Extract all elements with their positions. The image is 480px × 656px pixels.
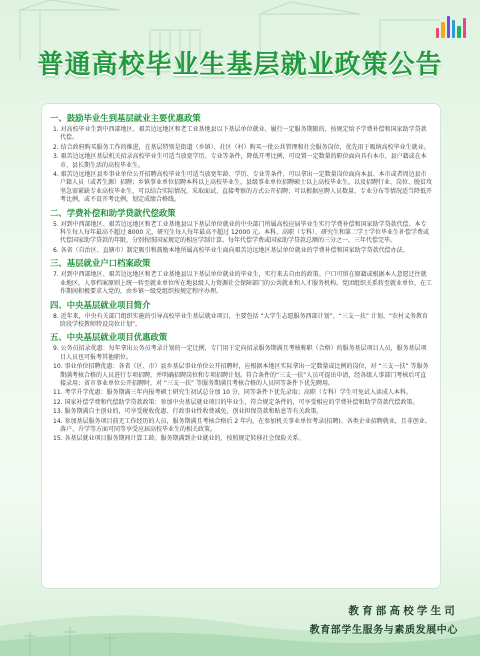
policy-item: 2. 结合政府购买服务工作的推进，在基层特别是街道（乡镇）、社区（村）购买一批公共管理和社会服务岗位，优先用于吸纳高校毕业生就业。 xyxy=(53,143,430,151)
policy-item: 14. 参加基层服务项目前无工作经历的人员，服务期满且考核合格后 2 年内，在参加机关事业单位考录(招聘)、各类企业招聘就业，且非创业、落户、升学等方面可同等享受应届高校毕业生的相关政策。 xyxy=(53,417,431,433)
page-title: 普通高校毕业生基层就业政策公告 xyxy=(37,50,443,80)
policy-item: 9. 公务员招录优惠：每年拿出公务员考录计划的一定比例，专门用于定向招录服务期满且考核称职（合格）的服务基层项目人员，服务基层项目人员也可报考其他职位。 xyxy=(53,345,427,361)
policy-item: 13. 服务期满自主创业的，可享受税收优惠、行政事业性收费减免、创业担保贷款和贴息等有关政策。 xyxy=(53,408,323,416)
policy-item: 6. 各省（自治区、直辖市）制定吸引和鼓励本地所属高校毕业生面向艰苦边远地区基层单位就业的学费补偿和国家助学贷款代偿办法。 xyxy=(53,246,409,254)
issuer-line-1: 教育部高校学生司 xyxy=(348,605,458,617)
policy-item: 15. 各基层就业项目服务期间计算工龄。服务期满到企业就业的，按照规定转移社会保险关系。 xyxy=(53,435,305,443)
policy-item: 5. 对到中西部地区、艰苦边远地区和老工业基地县以下基层单位就业的中央部门所属高校应届毕业生实行学费补偿和国家助学贷款代偿。本专科生每人每年最高不超过 8000 元，研究生每人每年最高不超过 12000 元。本科、高职（专科）、研究生和第二学士学位毕业生补偿学费或代偿国家助学贷款的年限，分别按照国家规定的相应学制计算。每年代偿学费或国家助学贷款总额的三分之一，三年代偿完毕。 xyxy=(53,220,429,245)
policy-item: 4. 艰苦边远地区县乡事业单位公开招聘高校毕业生可适当放宽年龄、学历、专业等条件，可以拿出一定数量岗位面向本县、本市或者周边县市户籍人员（或者生源）招聘；乡镇事业单位招聘本科以上高校毕业生，县级事业单位招聘硕士以上高校毕业生，以及招聘行业、岗位、脱贫攻坚急需紧缺专业高校毕业生，可以结合实际情况，采取面试、直接考察的方式公开招聘；可以根据应聘人员数量、专业分布等情况适当降低开考比例，或不设开考比例，划定成绩合格线。 xyxy=(53,171,433,204)
policy-item: 3. 艰苦边远地区基层机关招录高校毕业生可适当放宽学历、专业等条件，降低开考比例，可设置一定数量的职位面向具有本市、县户籍或在本市、县长期生活的高校毕业生。 xyxy=(53,153,427,169)
section-heading: 二、学费补偿和助学贷款代偿政策 xyxy=(50,207,176,218)
section-1 xyxy=(50,113,432,205)
section-3 xyxy=(50,258,432,296)
policy-item: 8. 近年来，中央有关部门组织实施的引导高校毕业生基层就业项目，主要包括 “大学生志愿服务西部计划”、“三支一扶” 计划、“农村义务教育阶段学校教师特设岗位计划”。 xyxy=(53,312,428,328)
policy-item: 10. 事业单位招聘优惠：各省（区、市）县乡基层事业单位公开招聘时，应根据本地区实际拿出一定数量或比例的岗位，对 “三支一扶” 等服务期满考核合格的人员进行专项招聘，并明确招聘岗位和专项招聘计划。符合条件的“三支一扶”人员可提出申请，经各级人事部门考核后可直接录用；省市事业单位公开招聘时，对 “三支一扶” 等服务期满且考核合格的人员同等条件下优先聘用。 xyxy=(53,363,429,387)
policy-item: 7. 对到中西部地区、艰苦边远地区和老工业基地县以下基层单位就业的毕业生，实行来去自由的政策。户口可留在原籍或根据本人意愿迁往就业地区。人事档案原则上统一转至就业单位所在地县级人力资源社会保障部门的公共就业和人才服务机构。党团组织关系转至就业单位，在工作期间积极要求入党的，由乡镇一级党组织按规定程序办理。 xyxy=(53,271,433,296)
section-heading: 四、中央基层就业项目简介 xyxy=(50,299,151,310)
policy-item: 11. 考学升学优惠：服务期满三年内报考硕士研究生初试总分加 10 分，同等条件下优先录取；高职（专科）学生可免试入读成人本科。 xyxy=(53,389,412,397)
policy-item: 1. 对高校毕业生到中西部地区、艰苦边远地区和老工业基地县以下基层单位就业、履行一定服务期限的，按规定给予学费补偿和国家助学贷款代偿。 xyxy=(53,126,427,142)
footer-issuer xyxy=(310,603,458,636)
section-4 xyxy=(50,300,432,330)
logo-icon xyxy=(436,12,466,38)
policy-item: 12. 国家补偿学费和代偿助学贷款政策：参加中央基层就业项目的毕业生，符合规定条件的，可享受相应的学费补偿和助学贷款代偿政策。 xyxy=(53,398,419,406)
policy-content-card xyxy=(42,104,440,588)
section-heading: 五、中央基层就业项目优惠政策 xyxy=(50,332,168,343)
issuer-line-2: 教育部学生服务与素质发展中心 xyxy=(309,625,458,636)
section-2 xyxy=(50,208,432,256)
section-heading: 一、鼓励毕业生到基层就业主要优惠政策 xyxy=(50,113,201,123)
section-heading: 三、基层就业户口档案政策 xyxy=(50,258,151,269)
section-5 xyxy=(50,332,432,443)
